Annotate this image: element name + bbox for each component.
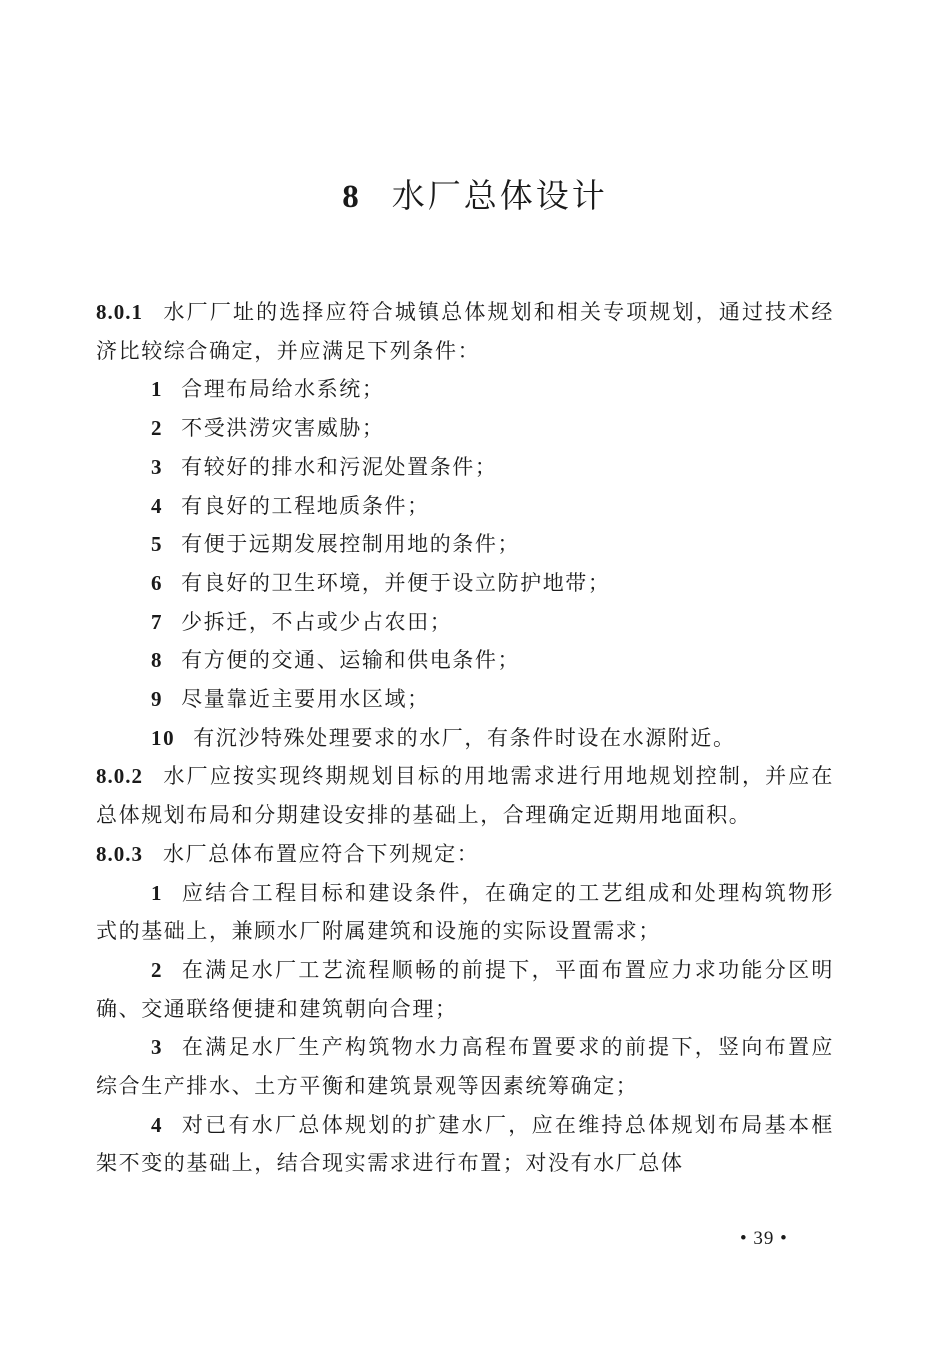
item-number: 1 [151, 377, 164, 402]
item-number: 4 [151, 493, 164, 518]
list-item [96, 448, 834, 487]
item-text: 少拆迁，不占或少占农田； [181, 609, 453, 634]
item-number: 1 [151, 880, 164, 905]
list-item [96, 603, 834, 642]
item-number: 2 [151, 957, 164, 982]
item-text: 有较好的排水和污泥处置条件； [181, 454, 498, 479]
list-item [96, 874, 834, 951]
clause-number: 8.0.2 [96, 764, 143, 789]
item-number: 2 [151, 416, 164, 441]
clause-8-0-1 [96, 293, 834, 370]
list-item [96, 719, 834, 758]
item-text: 有便于远期发展控制用地的条件； [181, 532, 521, 557]
list-item [96, 641, 834, 680]
item-number: 9 [151, 687, 164, 712]
item-text: 不受洪涝灾害威胁； [181, 416, 385, 441]
page-number: • 39 • [740, 1228, 788, 1249]
list-item [96, 564, 834, 603]
item-number: 5 [151, 532, 164, 557]
item-text: 应结合工程目标和建设条件，在确定的工艺组成和处理构筑物形式的基础上，兼顾水厂附属建筑和设施的实际设置需求； [96, 880, 834, 944]
item-text: 有良好的卫生环境，并便于设立防护地带； [181, 570, 611, 595]
clause-8-0-3 [96, 835, 834, 874]
item-number: 7 [151, 609, 164, 634]
clause-text: 水厂厂址的选择应符合城镇总体规划和相关专项规划，通过技术经济比较综合确定，并应满足下列条件： [96, 300, 834, 363]
item-text: 在满足水厂生产构筑物水力高程布置要求的前提下，竖向布置应综合生产排水、土方平衡和建筑景观等因素统筹确定； [96, 1035, 834, 1099]
list-item [96, 1106, 834, 1183]
item-text: 有沉沙特殊处理要求的水厂，有条件时设在水源附近。 [193, 725, 736, 750]
list-item [96, 951, 834, 1028]
item-number: 10 [151, 725, 176, 750]
item-text: 合理布局给水系统； [181, 377, 385, 402]
list-item [96, 409, 834, 448]
clause-8-0-2 [96, 757, 834, 834]
list-item [96, 680, 834, 719]
list-item [96, 1028, 834, 1105]
item-number: 6 [151, 570, 164, 595]
item-number: 4 [151, 1112, 164, 1137]
list-item [96, 525, 834, 564]
chapter-heading [0, 170, 950, 217]
document-body [96, 293, 834, 1183]
chapter-number: 8 [342, 179, 362, 215]
list-item [96, 370, 834, 409]
clause-text: 水厂总体布置应符合下列规定： [163, 841, 480, 866]
item-text: 尽量靠近主要用水区域； [181, 687, 430, 712]
item-number: 3 [151, 454, 164, 479]
list-item [96, 487, 834, 526]
clause-number: 8.0.1 [96, 300, 143, 324]
item-text: 对已有水厂总体规划的扩建水厂，应在维持总体规划布局基本框架不变的基础上，结合现实需求进行布置；对没有水厂总体 [96, 1112, 834, 1176]
chapter-title: 水厂总体设计 [391, 176, 608, 215]
item-text: 在满足水厂工艺流程顺畅的前提下，平面布置应力求功能分区明确、交通联络便捷和建筑朝向合理； [96, 957, 834, 1021]
item-number: 8 [151, 648, 164, 673]
item-number: 3 [151, 1035, 164, 1060]
clause-number: 8.0.3 [96, 841, 143, 866]
item-text: 有良好的工程地质条件； [181, 493, 430, 518]
clause-text: 水厂应按实现终期规划目标的用地需求进行用地规划控制，并应在总体规划布局和分期建设安排的基础上，合理确定近期用地面积。 [96, 764, 834, 828]
item-text: 有方便的交通、运输和供电条件； [181, 648, 521, 673]
